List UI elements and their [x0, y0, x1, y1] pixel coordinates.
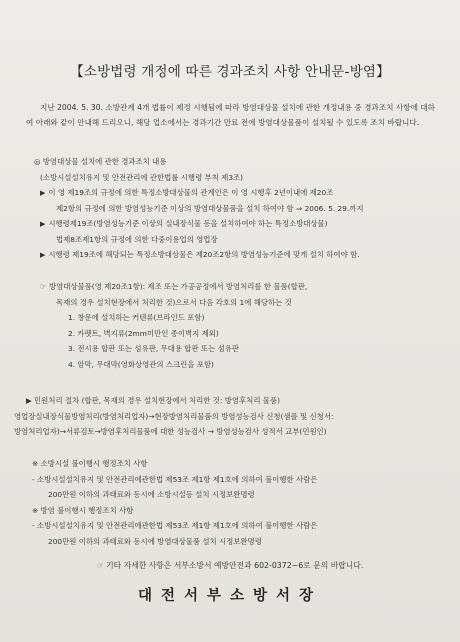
- intro-text: 지난 2004. 5. 30. 소방관계 4개 법률이 제정 시행됨에 따라 방염대상물 설치에 관한 개정내용 중 경과조치 사항에 대하여 아래와 같이 안내해 드리오니, 해당 업소에서는 경과기간 만료 전에 방염대상물품이 설치될 수 있도록 조치 바랍니다.: [26, 103, 436, 127]
- section1-item1-line2: 제2항의 규정에 의한 방염성능기준 이상의 방염대상물품을 설치 하여야 함 ⇒ 2006. 5. 29.까지: [56, 203, 364, 213]
- arrow-bullet-icon: ▶: [40, 220, 46, 228]
- arrow-bullet-icon: ▶: [40, 251, 46, 259]
- procedure-section: [14, 393, 444, 440]
- section3-flow-line1: 영업장실내장식물방염처리(방염처리업자)→현장방염처리물품의 방염성능검사 신청(샘플 및 신청서:: [14, 411, 334, 421]
- penalty-facility-line1: - 소방시설설치유지 및 안전관리에관한법 제53조 제1항 제1호에 의하여 불이행한 사람은: [32, 474, 318, 484]
- list-item: 1. 창문에 설치하는 커텐류(브라인드 포함): [68, 313, 205, 322]
- list-item: 2. 카펫트, 벽지류(2mm미만인 종이벽지 제외): [68, 328, 219, 338]
- section1-heading: ◎ 방염대상물 설치에 관한 경과조치 내용: [34, 157, 167, 166]
- penalty-heading-facility: ※ 소방시설 불이행시 행정조치 사항: [32, 459, 148, 468]
- intro-paragraph: [26, 100, 438, 130]
- contact-info: ☞ 기타 자세한 사항은 서부소방서 예방안전과 602-0372~6로 문의 바랍니다.: [96, 561, 364, 570]
- section3-heading: ▶ 민원처리 절차 (합판, 목재의 경우 설치현장에서 처리한 것: 방염후처리 물품): [26, 396, 280, 405]
- section1-item3: ▶ 시행령 제19조에 해당되는 특정소방대상물은 제20조2항의 방염성능기준에 맞게 설치 하여야 함.: [40, 250, 360, 259]
- flame-retardant-items-section: [22, 279, 444, 372]
- penalty-flame-line1: - 소방시설설치유지 및 안전관리에관한법 제53조 제1항 제1호에 의하여 불이행한 사람은: [32, 521, 318, 530]
- section2-heading-line1: ☞ 방염대상물품(영 제20조1항): 제조 또는 가공공정에서 방염처리를 한 물품(합판,: [40, 282, 308, 291]
- penalty-heading-flame: ※ 방염 불이행시 행정조치 사항: [32, 505, 134, 515]
- arrow-bullet-icon: ▶: [40, 189, 46, 197]
- section2-heading-line2: 목재의 경우 설치현장에서 처리한 것)으로서 다음 각호의 1에 해당하는 것: [56, 297, 292, 307]
- penalty-flame-line2: 200만원 이하의 과태료와 동시에 방염대상물품 설치 시정보완명령: [48, 536, 262, 546]
- transition-measures-section: [22, 154, 444, 263]
- list-item: 4. 암막, 무대막(영화상영관의 스크린을 포함): [68, 359, 214, 369]
- notice-title: 【소방법령 개정에 따른 경과조치 사항 안내문-방염】: [70, 64, 390, 80]
- penalties-section: [14, 456, 444, 549]
- issuer-signature: 대전서부소방서장: [137, 587, 323, 604]
- section1-item2-line2: 법제8조제1항의 규정에 의한 다중이용업의 영업장: [56, 234, 218, 244]
- section3-flow-line2: 방염처리업자)→서류검토→방염후처리물품에 대한 성능검사 → 방염성능검사 성적서 교부(민원인): [14, 427, 327, 436]
- penalty-facility-line2: 200만원 이하의 과태료와 동시에 소방시설등 설치 시정보완명령: [48, 490, 255, 499]
- section1-subheading: (소방시설설치유지 및 안전관리에 관한법률 시행령 부칙 제3조): [40, 172, 244, 182]
- section1-item2-line1: ▶ 시행령제19조(방염성능기준 이상의 실내장식물 등을 설치하여야 하는 특정소방대상물): [40, 219, 328, 228]
- list-item: 3. 전시용 합판 또는 섬유판, 무대용 합판 또는 섬유판: [68, 344, 239, 353]
- section1-item1-line1: ▶ 이 영 제19조의 규정에 의한 특정소방대상물의 관계인은 이 영 시행후 2년이내에 제20조: [40, 188, 334, 197]
